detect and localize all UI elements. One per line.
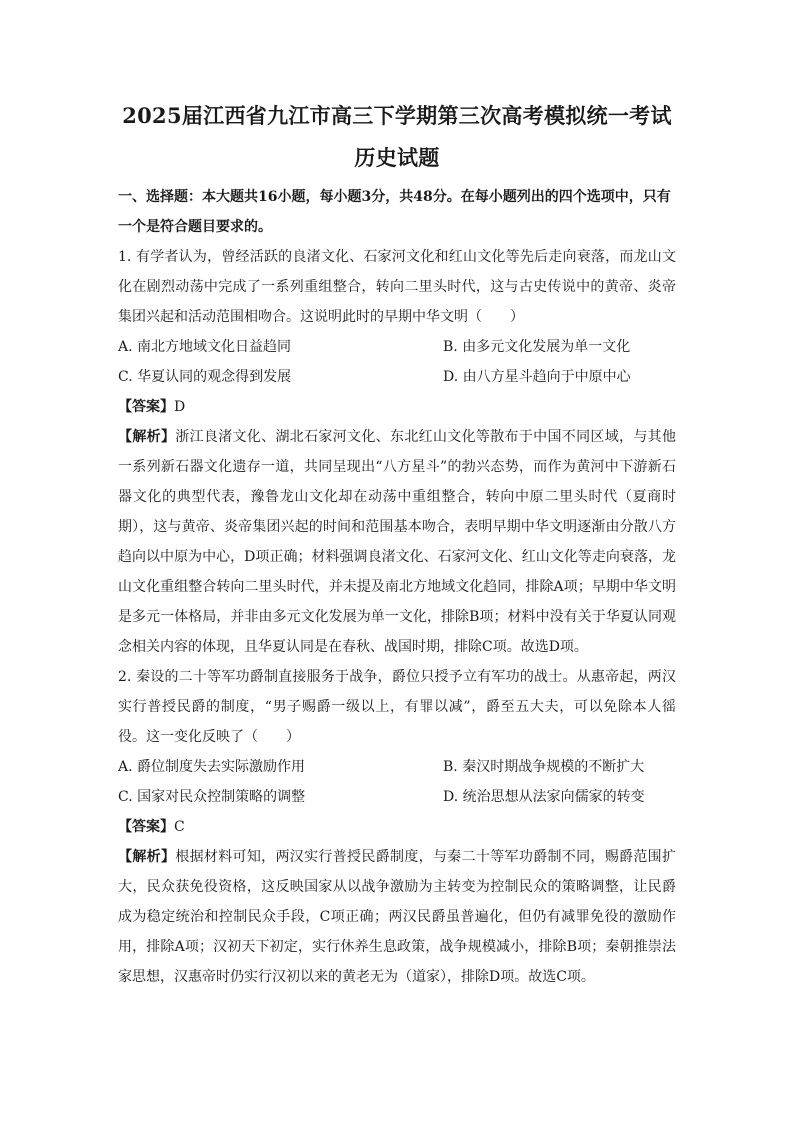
option-d: D. 由八方星斗趋向于中原中心 [443, 369, 631, 385]
question-2 [118, 662, 676, 992]
options-row [118, 752, 676, 782]
answer-line [118, 392, 676, 422]
option-b: B. 秦汉时期战争规模的不断扩大 [443, 759, 645, 775]
question-1 [118, 242, 676, 662]
analysis-text: 根据材料可知，两汉实行普授民爵制度，与秦二十等军功爵制不同，赐爵范围扩大，民众获免役资格，这反映国家从以战争激励为主转变为控制民众的策略调整，让民爵成为稳定统治和控制民众手段，C项正确；两汉民爵虽普遍化，但仍有减罪免役的激励作用，排除A项；汉初天下初定，实行休养生息政策，战争规模减小，排除B项；秦朝推崇法家思想，汉惠帝时仍实行汉初以来的黄老无为（道家），排除D项。故选C项。 [118, 849, 677, 985]
exam-subtitle: 历史试题 [354, 145, 440, 170]
answer-value: D [174, 399, 186, 415]
question-stem: 2. 秦设的二十等军功爵制直接服务于战争，爵位只授予立有军功的战士。从惠帝起，两汉实行普授民爵的制度，“男子赐爵一级以上，有罪以减”，爵至五大夫，可以免除本人徭役。这一变化反映了（ ） [118, 669, 676, 745]
analysis-text: 浙江良渚文化、湖北石家河文化、东北红山文化等散布于中国不同区域，与其他一系列新石器文化遗存一道，共同呈现出“八方星斗”的勃兴态势，而作为黄河中下游新石器文化的典型代表，豫鲁龙山文化却在动荡中重组整合，转向中原二里头时代（夏商时期），这与黄帝、炎帝集团兴起的时间和范围基本吻合，表明早期中华文明逐渐由分散八方趋向以中原为中心，D项正确；材料强调良渚文化、石家河文化、红山文化等走向衰落，龙山文化重组整合转向二里头时代，并未提及南北方地域文化趋同，排除A项；早期中华文明是多元一体格局，并非由多元文化发展为单一文化，排除B项；材料中没有关于华夏认同观念相关内容的体现，且华夏认同是在春秋、战国时期，排除C项。故选D项。 [118, 429, 677, 655]
answer-line [118, 812, 676, 842]
analysis-label: 【解析】 [118, 849, 176, 865]
exam-title: 2025届江西省九江市高三下学期第三次高考模拟统一考试 [122, 103, 672, 128]
option-a: A. 南北方地域文化日益趋同 [118, 339, 292, 355]
option-c: C. 华夏认同的观念得到发展 [118, 369, 292, 385]
answer-label: 【答案】 [118, 819, 174, 835]
analysis-label: 【解析】 [118, 429, 176, 445]
analysis-paragraph [118, 422, 676, 662]
options-row [118, 362, 676, 392]
section-instructions: 一、选择题：本大题共16小题，每小题3分，共48分。在每小题列出的四个选项中，只有一个是符合题目要求的。 [118, 189, 671, 235]
analysis-paragraph [118, 842, 676, 992]
question-stem: 1. 有学者认为，曾经活跃的良渚文化、石家河文化和红山文化等先后走向衰落，而龙山文化在剧烈动荡中完成了一系列重组整合，转向二里头时代，这与古史传说中的黄帝、炎帝集团兴起和活动范围相吻合。这说明此时的早期中华文明（ ） [118, 249, 676, 325]
option-b: B. 由多元文化发展为单一文化 [443, 339, 631, 355]
options-row [118, 782, 676, 812]
exam-page [118, 98, 676, 992]
option-a: A. 爵位制度失去实际激励作用 [118, 759, 306, 775]
option-d: D. 统治思想从法家向儒家的转变 [443, 789, 645, 805]
answer-value: C [174, 819, 185, 835]
answer-label: 【答案】 [118, 399, 174, 415]
options-row [118, 332, 676, 362]
option-c: C. 国家对民众控制策略的调整 [118, 789, 306, 805]
